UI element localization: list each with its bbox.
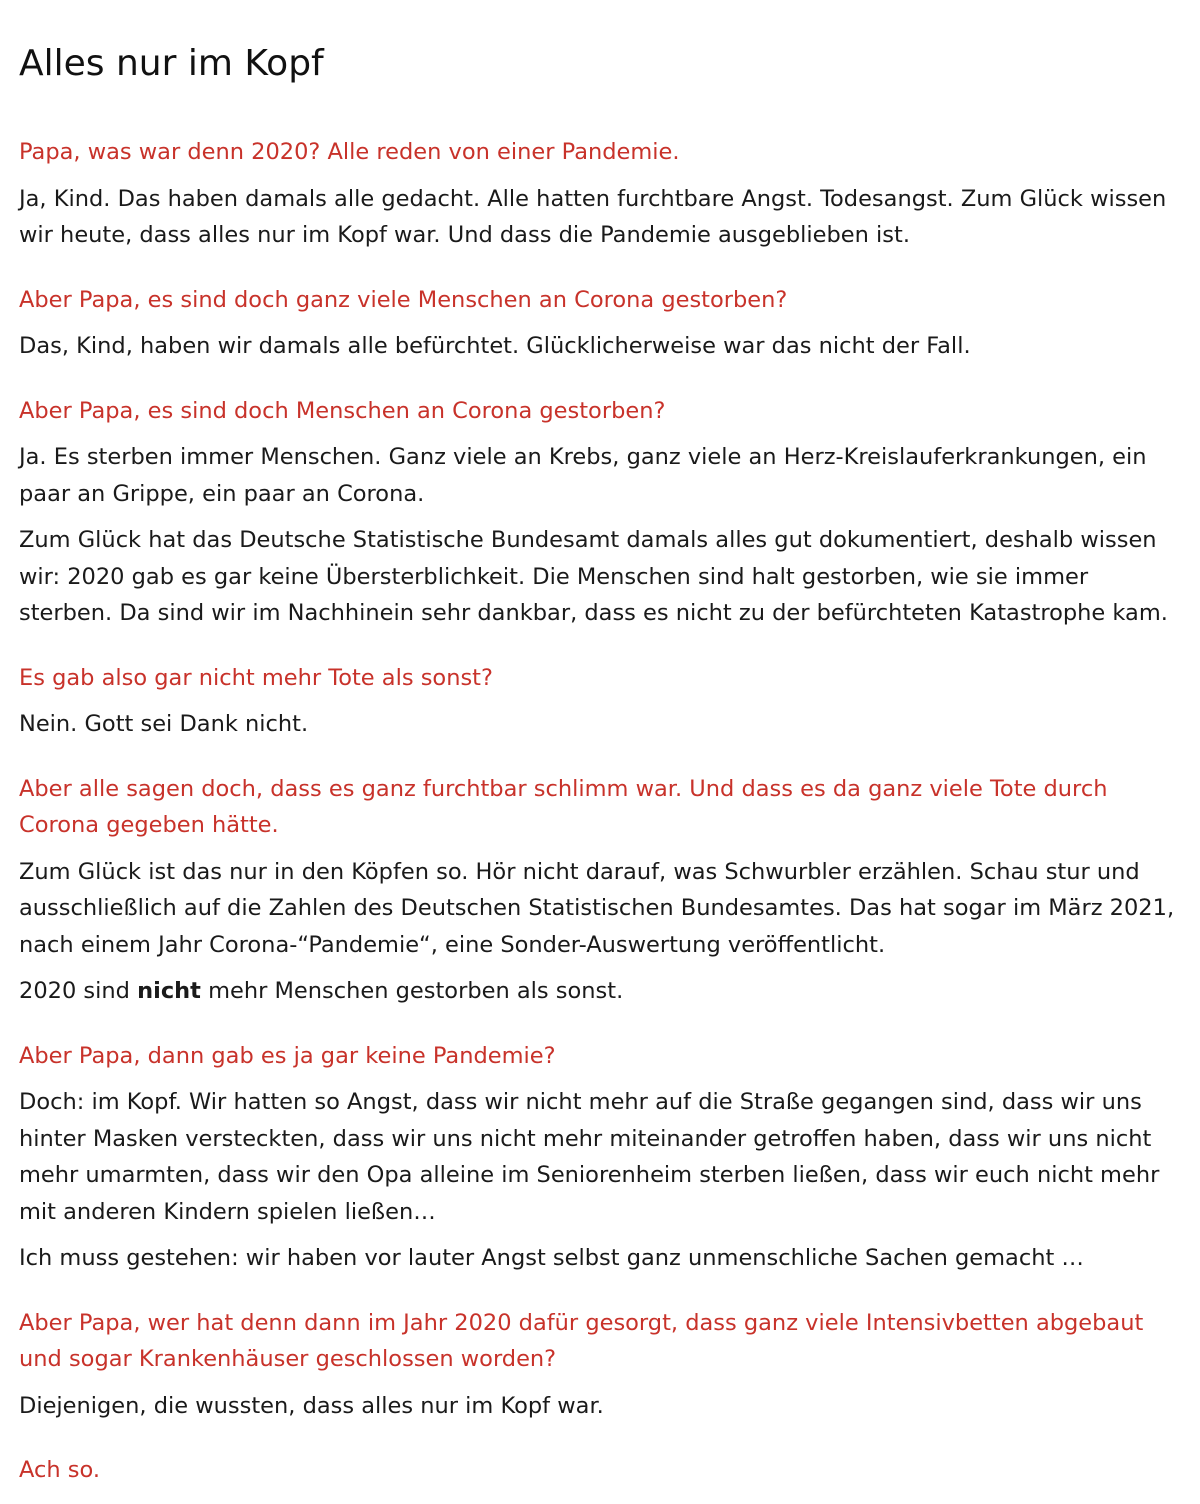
question-6: Aber Papa, dann gab es ja gar keine Pandemie?: [19, 1042, 556, 1069]
answer-2: Das, Kind, haben wir damals alle befürchtet. Glücklicherweise war das nicht der Fall.: [19, 333, 971, 359]
answer-5b: [19, 973, 1182, 1010]
answer-5b-bold: nicht: [137, 978, 201, 1004]
answer-5b-pre: 2020 sind: [19, 978, 138, 1004]
answer-3a: Ja. Es sterben immer Menschen. Ganz viele an Krebs, ganz viele an Herz-Kreislauferkrankungen, ein paar an Grippe, ein paar an Corona.: [19, 444, 1147, 507]
question-3: Aber Papa, es sind doch Menschen an Corona gestorben?: [19, 397, 666, 424]
question-2: Aber Papa, es sind doch ganz viele Menschen an Corona gestorben?: [19, 286, 788, 313]
answer-6b: Ich muss gestehen: wir haben vor lauter Angst selbst ganz unmenschliche Sachen gemacht …: [19, 1245, 1084, 1271]
answer-5b-post: mehr Menschen gestorben als sonst.: [200, 978, 624, 1004]
answer-5a: Zum Glück ist das nur in den Köpfen so. Hör nicht darauf, was Schwurbler erzählen. Schau stur und ausschließlich auf die Zahlen des Deutschen Statistischen Bundesamtes. Das hat sogar im März 2021, nach einem Jahr Corona-“Pandemie“, eine Sonder-Auswertung veröffentlicht.: [19, 858, 1175, 958]
page-title: Alles nur im Kopf: [19, 43, 324, 84]
question-4: Es gab also gar nicht mehr Tote als sonst?: [19, 664, 493, 691]
question-7: Aber Papa, wer hat denn dann im Jahr 2020 dafür gesorgt, dass ganz viele Intensivbetten abgebaut und sogar Krankenhäuser geschlossen worden?: [19, 1309, 1144, 1372]
answer-6a: Doch: im Kopf. Wir hatten so Angst, dass wir nicht mehr auf die Straße gegangen sind, dass wir uns hinter Masken versteckten, dass wir uns nicht mehr miteinander getroffen haben, dass wir uns nicht mehr umarmten, dass wir den Opa alleine im Seniorenheim sterben ließen, dass wir euch nicht mehr mit anderen Kindern spielen ließen…: [19, 1089, 1160, 1225]
answer-1: Ja, Kind. Das haben damals alle gedacht. Alle hatten furchtbare Angst. Todesangst. Zum Glück wissen wir heute, dass alles nur im Kopf war. Und dass die Pandemie ausgeblieben ist.: [19, 185, 1167, 248]
question-1: Papa, was war denn 2020? Alle reden von einer Pandemie.: [19, 139, 680, 165]
answer-3b: Zum Glück hat das Deutsche Statistische Bundesamt damals alles gut dokumentiert, deshalb wissen wir: 2020 gab es gar keine Übersterblichkeit. Die Menschen sind halt gestorben, wie sie immer sterben. Da sind wir im Nachhinein sehr dankbar, dass es nicht zu der befürchteten Katastrophe kam.: [19, 527, 1168, 626]
answer-4: Nein. Gott sei Dank nicht.: [19, 711, 309, 737]
answer-7: Diejenigen, die wussten, dass alles nur im Kopf war.: [19, 1392, 604, 1419]
closing-line: Ach so.: [19, 1457, 101, 1483]
question-5: Aber alle sagen doch, dass es ganz furchtbar schlimm war. Und dass es da ganz viele Tote durch Corona gegeben hätte.: [19, 775, 1108, 838]
